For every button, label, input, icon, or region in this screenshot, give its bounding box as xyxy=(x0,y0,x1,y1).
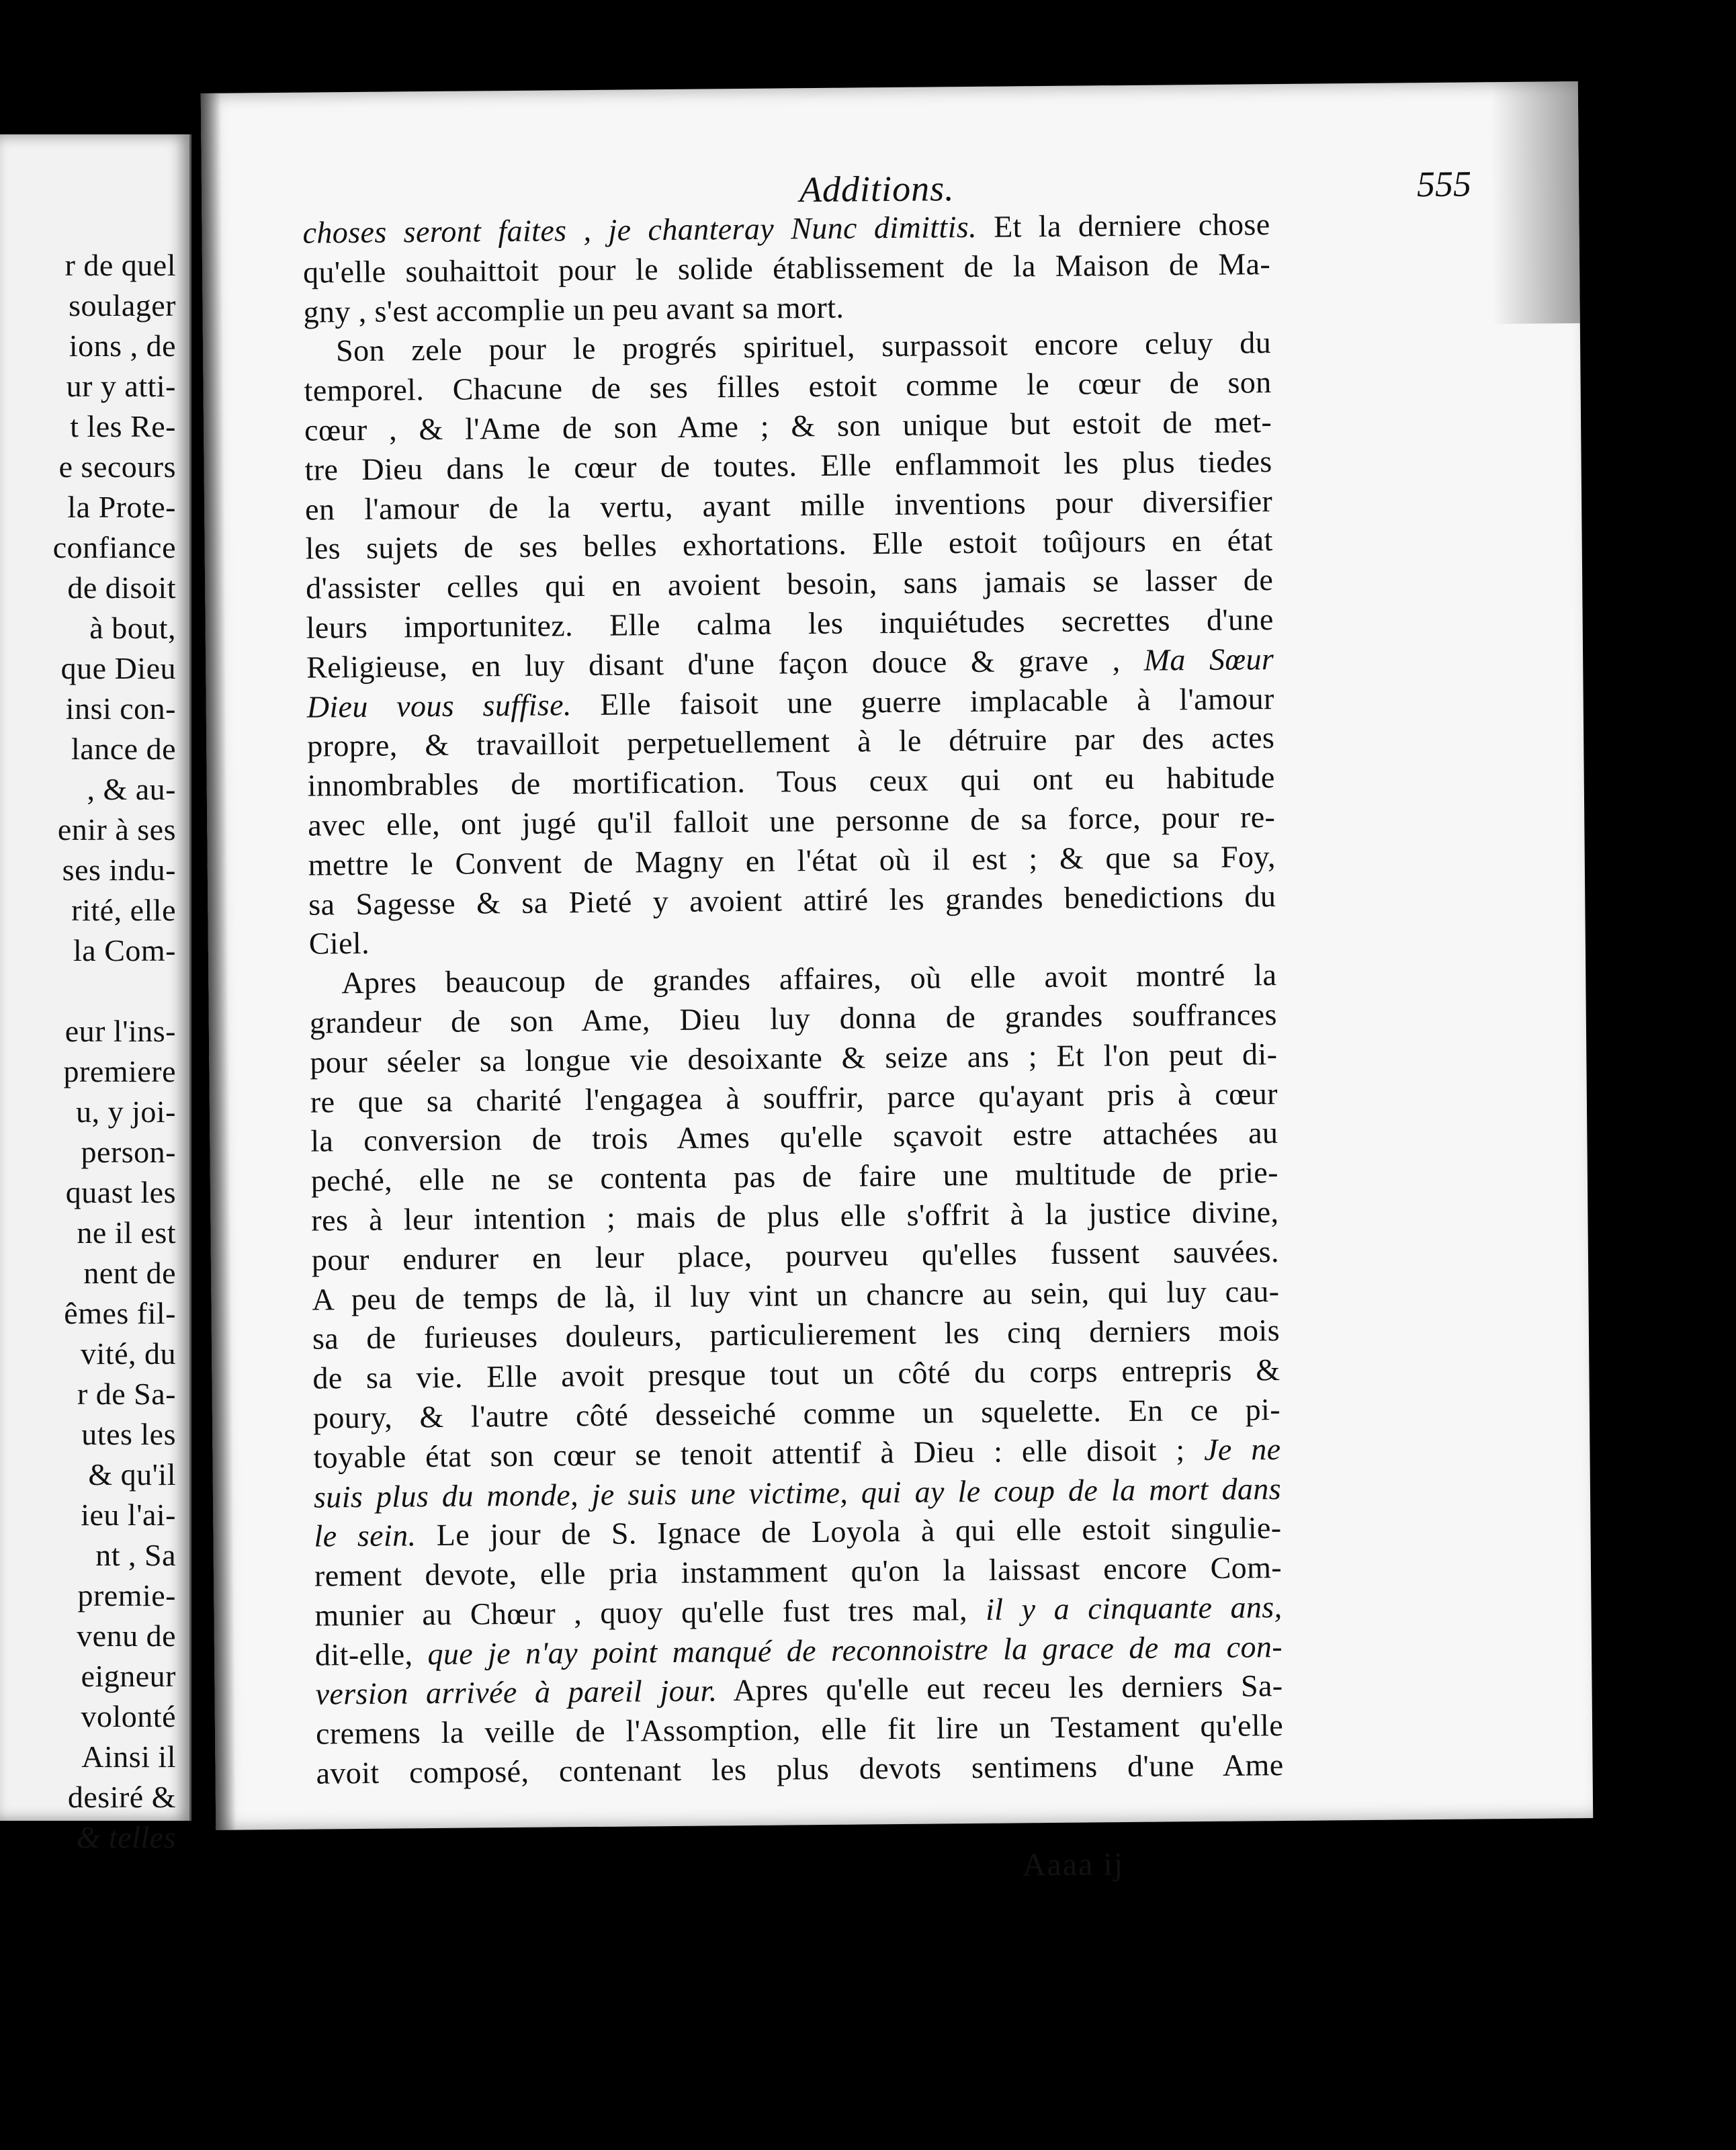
text-run: Religieuse, en luy disant d'une façon douce & grave , xyxy=(306,642,1144,685)
signature-mark: Aaaa ij xyxy=(1022,1846,1125,1883)
italic-text: Dieu vous suffise. xyxy=(306,687,572,724)
left-page-line: & qu'il xyxy=(88,1457,176,1492)
text-run: pour endurer en leur place, pourveu qu'elles fussent sauvées. xyxy=(311,1234,1280,1277)
left-page-line: r de Sa- xyxy=(77,1377,176,1411)
left-page-line: & telles xyxy=(76,1820,176,1854)
italic-text: choses seront faites , je chanteray Nunc dimittis. xyxy=(302,209,978,250)
italic-text: il y a cinquante ans, xyxy=(985,1589,1283,1627)
left-page-line: desiré & xyxy=(67,1780,176,1814)
left-page-line: ieu l'ai- xyxy=(81,1498,176,1532)
text-run: qu'elle souhaittoit pour le solide établissement de la Maison de Ma- xyxy=(302,246,1271,290)
left-page-line: insi con- xyxy=(65,691,176,726)
left-page-line: la Com- xyxy=(73,933,176,968)
text-run: toyable état son cœur se tenoit attentif à Dieu : elle disoit ; xyxy=(313,1432,1205,1475)
text-run: peché, elle ne se contenta pas de faire une multitude de prie- xyxy=(310,1155,1279,1198)
left-page-line: premie- xyxy=(77,1578,176,1612)
italic-text: le sein. xyxy=(314,1518,417,1553)
text-run: sa de furieuses douleurs, particulierement les cinq derniers mois xyxy=(312,1313,1281,1356)
text-run: en l'amour de la vertu, ayant mille inventions pour diversifier xyxy=(304,483,1273,527)
text-line xyxy=(303,245,1270,292)
left-page-line: t les Re- xyxy=(70,409,176,443)
text-run: grandeur de son Ame, Dieu luy donna de grandes souffrances xyxy=(309,997,1278,1040)
text-run: avec elle, ont jugé qu'il falloit une personne de sa force, pour re- xyxy=(308,800,1276,843)
text-run: leurs importunitez. Elle calma les inquiétudes secrettes d'une xyxy=(306,602,1274,645)
left-page-text xyxy=(0,245,176,1858)
text-run: Elle faisoit une guerre implacable à l'amour xyxy=(571,681,1274,722)
left-page-line: de disoit xyxy=(67,570,176,605)
text-run: pour séeler sa longue vie desoixante & seize ans ; Et l'on peut di- xyxy=(310,1036,1278,1080)
body-text xyxy=(302,205,1283,1793)
spine-shadow xyxy=(201,93,236,1830)
left-page-line: utes les xyxy=(81,1417,176,1451)
text-run: poury, & l'autre côté desseiché comme un squelette. En ce pi- xyxy=(312,1391,1281,1435)
italic-text: version arrivée à pareil jour. xyxy=(315,1673,718,1712)
italic-text: suis plus du monde, je suis une victime, qui ay le coup de la mort dans xyxy=(313,1471,1282,1514)
left-page-line: lance de xyxy=(71,732,176,766)
left-page-line: soulager xyxy=(69,288,176,322)
text-run: mettre le Convent de Magny en l'état où il est ; & que sa Foy, xyxy=(308,838,1276,882)
left-page-line: r de quel xyxy=(64,248,176,282)
left-page-line: person- xyxy=(81,1135,176,1169)
left-page-line: u, y joi- xyxy=(76,1094,176,1129)
left-page-line: vité, du xyxy=(81,1336,176,1371)
left-page-line: ions , de xyxy=(69,329,176,363)
running-head: Additions. xyxy=(799,168,955,210)
text-run: munier au Chœur , quoy qu'elle fust tres mal, xyxy=(314,1592,986,1633)
left-page-line: venu de xyxy=(77,1619,176,1653)
left-page-line: eur l'ins- xyxy=(64,1014,176,1048)
text-run: de sa vie. Elle avoit presque tout un côté du corps entrepris & xyxy=(312,1352,1281,1395)
left-page-line: ne il est xyxy=(77,1215,176,1250)
text-run: Son zele pour le progrés spirituel, surpassoit encore celuy du xyxy=(335,325,1272,368)
text-line xyxy=(316,1746,1283,1793)
text-run: rement devote, elle pria instamment qu'on la laissast encore Com- xyxy=(314,1550,1283,1593)
left-page-line: premiere xyxy=(63,1054,176,1088)
left-page-line: e secours xyxy=(58,449,176,484)
text-run: dit-elle, xyxy=(314,1636,428,1672)
left-page-line: à bout, xyxy=(89,611,176,645)
left-page-line: volonté xyxy=(81,1699,176,1733)
text-run: Le jour de S. Ignace de Loyola à qui elle estoit singulie- xyxy=(416,1510,1282,1553)
left-page-line: nt , Sa xyxy=(95,1538,176,1572)
italic-text: Je ne xyxy=(1203,1431,1281,1467)
text-run: propre, & travailloit perpetuellement à le détruire par des actes xyxy=(307,720,1275,764)
text-run: temporel. Chacune de ses filles estoit comme le cœur de son xyxy=(304,365,1272,408)
page-number: 555 xyxy=(1416,163,1472,205)
text-run: Apres beaucoup de grandes affaires, où elle avoit montré la xyxy=(341,957,1277,1000)
page-corner-curl xyxy=(1491,81,1580,324)
left-page-line: la Prote- xyxy=(67,490,176,524)
italic-text: Ma Sœur xyxy=(1143,641,1274,677)
text-run: la conversion de trois Ames qu'elle sçavoit estre attachées au xyxy=(310,1115,1278,1158)
left-page-line xyxy=(0,971,176,1011)
text-run: cremens la veille de l'Assomption, elle fit lire un Testament qu'elle xyxy=(315,1708,1284,1751)
left-page-line: ses indu- xyxy=(62,853,176,887)
left-page-line: eigneur xyxy=(81,1659,176,1693)
left-page-line: ur y atti- xyxy=(66,369,176,403)
left-page-line: rité, elle xyxy=(71,893,176,927)
text-run: Apres qu'elle eut receu les derniers Sa- xyxy=(717,1668,1283,1708)
text-run: gny , s'est accomplie un peu avant sa mort. xyxy=(303,290,844,329)
text-run: sa Sagesse & sa Pieté y avoient attiré les grandes benedictions du xyxy=(308,878,1276,922)
left-page-line: êmes fil- xyxy=(64,1296,176,1330)
page xyxy=(201,81,1593,1883)
text-run: les sujets de ses belles exhortations. Elle estoit toûjours en état xyxy=(305,523,1273,566)
left-page-line: confiance xyxy=(52,530,176,564)
text-run: Ciel. xyxy=(308,926,370,961)
italic-text: que je n'ay point manqué de reconnoistre la grace de ma con- xyxy=(427,1629,1283,1671)
left-page-line: , & au- xyxy=(87,772,176,806)
text-run: Et la derniere chose xyxy=(976,207,1270,244)
text-run: cœur , & l'Ame de son Ame ; & son unique but estoit de met- xyxy=(304,404,1272,447)
text-run: A peu de temps de là, il luy vint un chancre au sein, qui luy cau- xyxy=(312,1273,1280,1317)
left-page-line: quast les xyxy=(65,1175,176,1209)
text-run: innombrables de mortification. Tous ceux qui ont eu habitude xyxy=(307,760,1275,803)
left-page-line: enir à ses xyxy=(57,812,176,847)
text-run: avoit composé, contenant les plus devots sentimens d'une Ame xyxy=(316,1748,1284,1791)
left-page-fragment xyxy=(0,134,191,1854)
left-page-line: Ainsi il xyxy=(81,1739,176,1774)
text-run: d'assister celles qui en avoient besoin, sans jamais se lasser de xyxy=(305,562,1274,605)
text-run: re que sa charité l'engagea à souffrir, parce qu'ayant pris à cœur xyxy=(310,1076,1278,1119)
text-run: res à leur intention ; mais de plus elle s'offrit à la justice divine, xyxy=(311,1194,1279,1238)
text-run: tre Dieu dans le cœur de toutes. Elle enflammoit les plus tiedes xyxy=(304,443,1272,487)
left-page-line: nent de xyxy=(83,1256,176,1290)
left-page-line: que Dieu xyxy=(60,651,176,685)
